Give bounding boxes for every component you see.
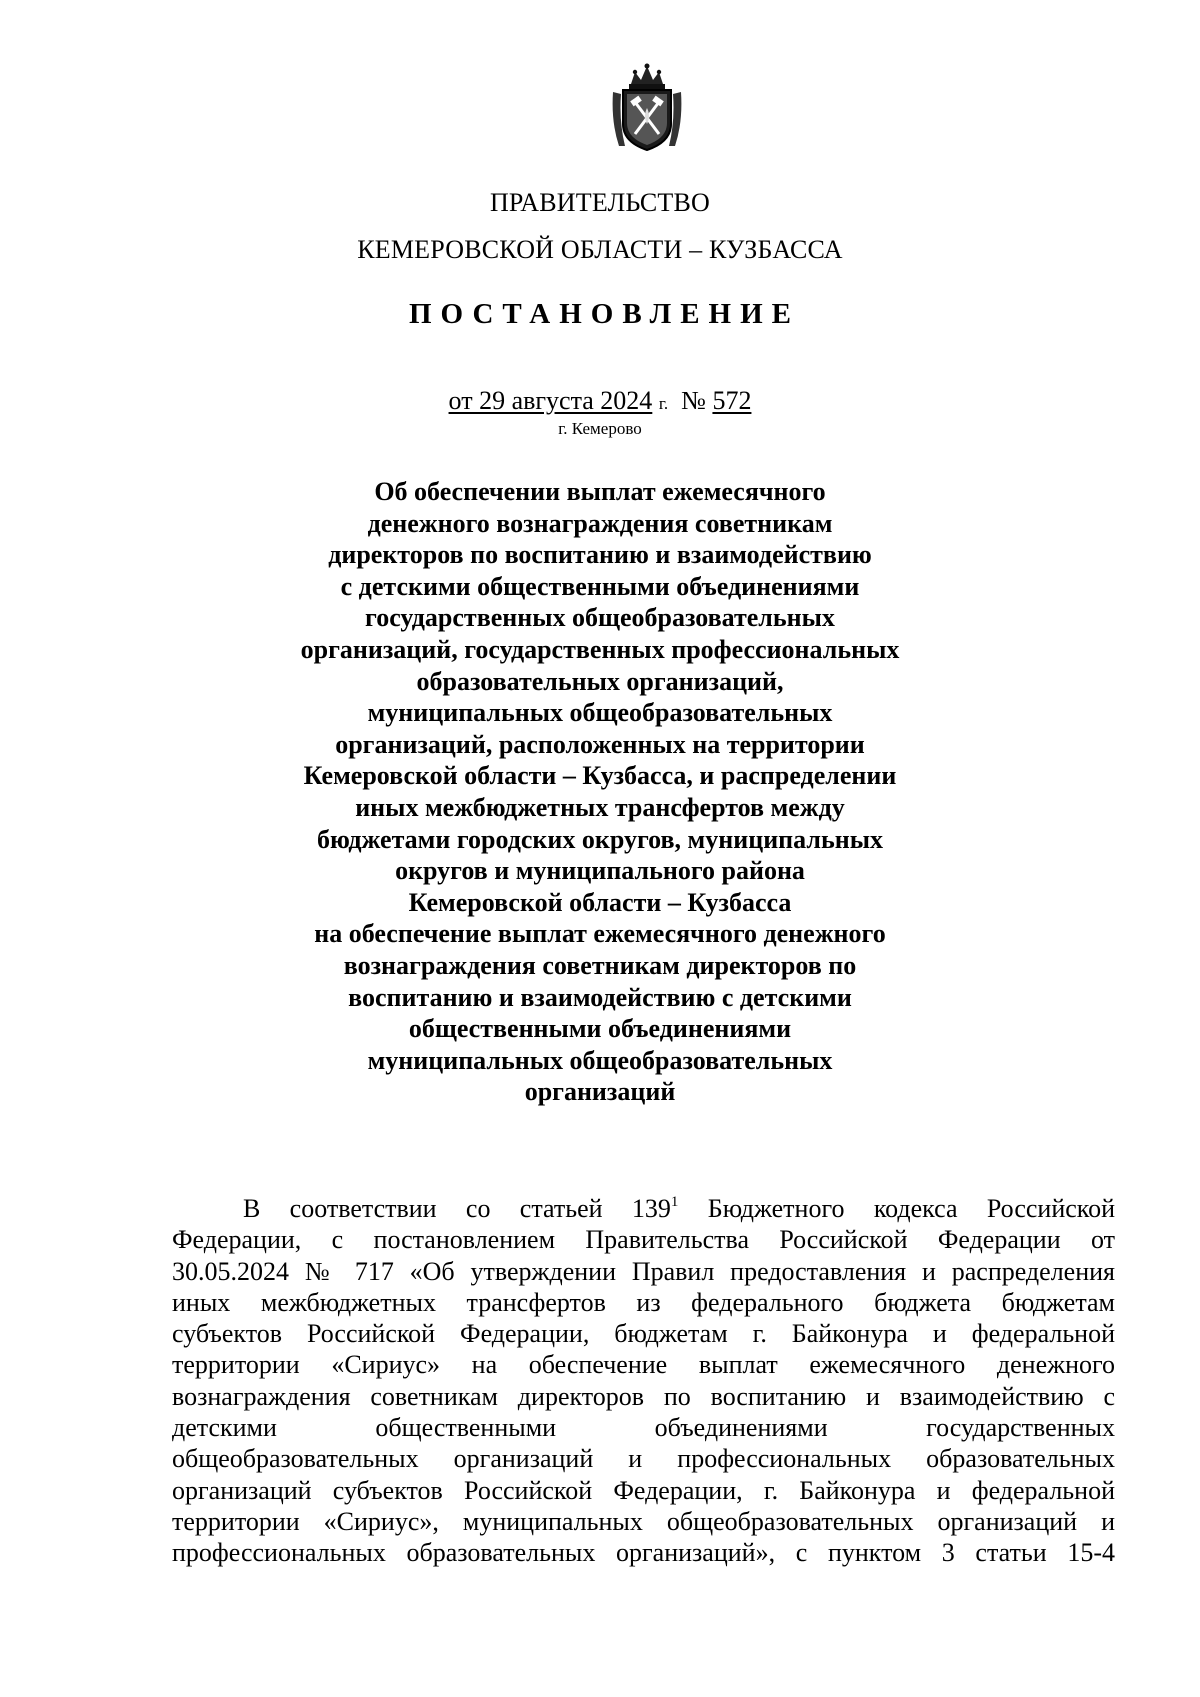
body-line: территории «Сириус», муниципальных общеобразовательных организаций и [172,1506,1115,1536]
title-line: образовательных организаций, [416,666,784,696]
superscript-article-index: 1 [670,1194,679,1210]
body-line: Федерации, с постановлением Правительства Российской Федерации от [172,1225,1115,1255]
title-line: муниципальных общеобразовательных [367,698,833,728]
title-line: директоров по воспитанию и взаимодействию [328,540,872,570]
title-line: организаций, расположенных на территории [335,729,865,759]
body-line: детскими общественными объединениями государственных [172,1413,1115,1443]
document-body [172,1193,1115,1569]
body-line: иных межбюджетных трансфертов из федерального бюджета бюджетам [172,1287,1115,1317]
year-suffix: г. [658,394,669,413]
document-date: от 29 августа 2024 [448,386,653,415]
title-line: муниципальных общеобразовательных [367,1045,833,1075]
title-line: общественными объединениями [408,1014,792,1044]
body-line: территории «Сириус» на обеспечение выплат ежемесячного денежного [172,1350,1115,1380]
body-line: 30.05.2024 № 717 «Об утверждении Правил предоставления и распределения [172,1256,1115,1286]
body-line: вознаграждения советникам директоров по воспитанию и взаимодействию с [172,1381,1115,1411]
body-line: профессиональных образовательных организаций», с пунктом 3 статьи 15-4 [172,1538,1115,1568]
document-number: 572 [712,386,752,415]
number-sign: № [681,386,706,415]
body-line: В соответствии со статьей $139^1$ Бюджетного кодекса Российской [243,1194,1116,1223]
kuzbass-coat-of-arms-icon [609,62,685,154]
title-line: вознаграждения советникам директоров по [343,950,857,980]
document-title [210,476,990,1108]
title-line: организаций [524,1077,676,1107]
document-type-heading: ПОСТАНОВЛЕНИЕ [408,298,800,330]
body-line: общеобразовательных организаций и профессиональных образовательных [172,1444,1115,1474]
title-line: организаций, государственных профессиональных [300,634,900,664]
title-line: воспитанию и взаимодействию с детскими [348,982,852,1012]
title-line: денежного вознаграждения советникам [367,508,833,538]
title-line: Кемеровской области – Кузбасса [408,887,792,917]
title-line: Кемеровской области – Кузбасса, и распределении [303,761,897,791]
title-line: иных межбюджетных трансфертов между [355,792,845,822]
body-line: субъектов Российской Федерации, бюджетам г. Байконура и федеральной [172,1319,1115,1349]
document-date-number [0,386,1200,416]
title-line: Об обеспечении выплат ежемесячного [374,477,826,506]
document-city: г. Кемерово [558,419,642,438]
title-line: округов и муниципального района [395,856,805,886]
government-name-line-2: КЕМЕРОВСКОЙ ОБЛАСТИ – КУЗБАССА [357,235,843,264]
title-line: государственных общеобразовательных [365,603,835,633]
body-line: организаций субъектов Российской Федерации, г. Байконура и федеральной [172,1475,1115,1505]
title-line: с детскими общественными объединениями [340,571,860,601]
title-line: бюджетами городских округов, муниципальных [317,824,883,854]
government-name-line-1: ПРАВИТЕЛЬСТВО [489,188,711,217]
title-line: на обеспечение выплат ежемесячного денежного [314,919,886,949]
